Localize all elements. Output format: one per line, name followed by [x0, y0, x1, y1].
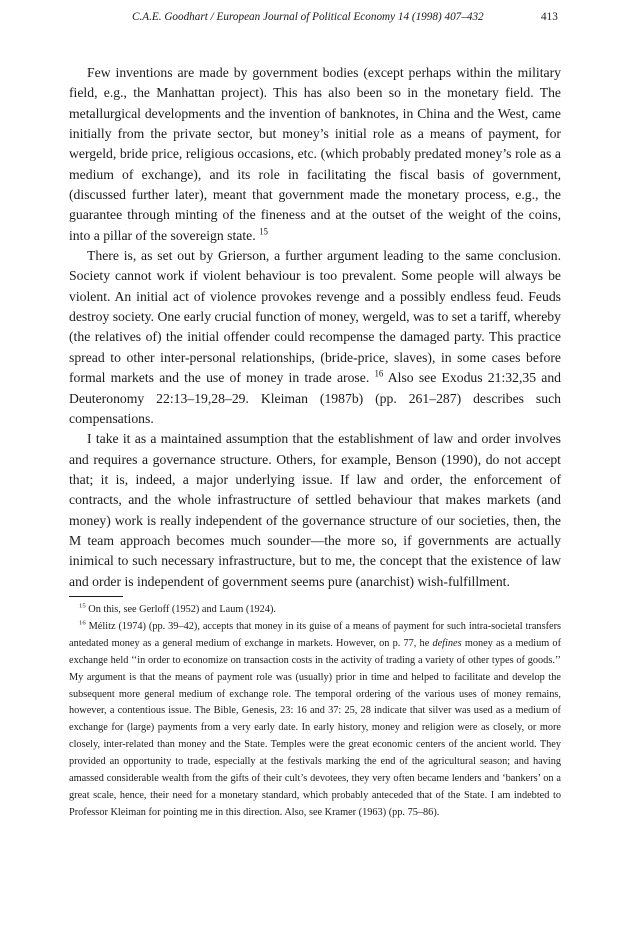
- footnote-16-emphasis: defines: [432, 637, 462, 649]
- footnote-16-text-a: Mélitz (1974) (pp. 39–42), accepts that money in its guise of a means of payment for such intra-societal transfers antedated money as a general medium of exchange in markets. However, on p. 77, he: [69, 620, 562, 649]
- paragraph-2: [69, 246, 561, 429]
- footnote-16: [69, 619, 561, 822]
- footnote-15: [69, 602, 561, 619]
- paragraph-3: [69, 429, 561, 592]
- footnote-ref-16: 16: [374, 368, 384, 379]
- footnote-rule: [69, 596, 123, 597]
- footnote-15-text: On this, see Gerloff (1952) and Laum (1924).: [88, 604, 276, 615]
- page-number: 413: [541, 11, 558, 23]
- footnotes: [69, 602, 561, 822]
- running-head: C.A.E. Goodhart / European Journal of Political Economy 14 (1998) 407–432: [132, 11, 484, 23]
- paragraph-1: [69, 63, 561, 246]
- footnote-16-number: 16: [79, 619, 86, 627]
- footnote-ref-15: 15: [259, 226, 268, 237]
- body-text: [69, 63, 561, 592]
- footnote-15-number: 15: [79, 602, 86, 610]
- paragraph-2-text-a: There is, as set out by Grierson, a further argument leading to the same conclusion. Society cannot work if violent behaviour is too prevalent. Some people will always be violent. An initial act of violence provokes revenge and a possibly endless feud. Feuds destroy society. One early crucial function of money, wergeld, was to set a tariff, whereby (the relatives of) the initial offender could recompense the damaged party. This practice spread to other inter-personal relationships, (bride-price, slaves), in some cases before formal markets and the use of money in trade arose.: [69, 248, 561, 386]
- footnote-16-text-b: money as a medium of exchange held ‘‘in order to economize on transaction costs in the activity of trading a variety of other types of goods.’’ My argument is that the means of payment role was (usually) prior in time and helped to facilitate and develop the subsequent more general medium of exchange role. The temporal ordering of the various uses of money remains, however, a contentious issue. The Bible, Genesis, 23: 16 and 37: 25, 28 indicate that silver was used as a medium of exchange for (large) payments from a very early date. In early history, money and religion were as closely, or more closely, inter-related than money and the State. Temples were the great economic centers of the ancient world. They provided an opportunity to trade, especially at the festivals marking the end of the agricultural season; and having amassed considerable wealth from the gifts of their cult’s devotees, they very often became lenders and ‘bankers’ on a great scale, hence, their need for a monetary standard, which probably anteceded that of the State. I am indebted to Professor Kleiman for pointing me in this direction. Also, see Kramer (1963) (pp. 75–86).: [69, 637, 562, 818]
- paragraph-2-text-b: Also see Exodus 21:32,35 and Deuteronomy 22:13–19,28–29. Kleiman (1987b) (pp. 261–287) describes such compensations.: [69, 370, 562, 426]
- paragraph-3-text: I take it as a maintained assumption that the establishment of law and order involves and requires a governance structure. Others, for example, Benson (1990), do not accept that; it is, indeed, a major underlying issue. If law and order, the enforcement of contracts, and the whole infrastructure of settled behaviour that makes markets (and money) work is really independent of the governance structure of our societies, then, the M team approach becomes much sounder—the more so, if governments are actually inimical to such necessary infrastructure, but to me, the concept that the existence of law and order is independent of government seems pure (anarchist) wish-fulfillment.: [69, 431, 561, 589]
- page-header: [0, 11, 638, 31]
- paragraph-1-text: Few inventions are made by government bodies (except perhaps within the military field, e.g., the Manhattan project). This has also been so in the monetary field. The metallurgical developments and the invention of banknotes, in China and the West, came initially from the private sector, but money’s initial role as a means of payment, for wergeld, bride price, religious occasions, etc. (which probably predated money’s role as a medium of exchange), and its role in facilitating the fiscal basis of government, (discussed further later), meant that government made the monetary process, e.g., the guarantee through minting of the fineness and at the outset of the weight of the coins, into a pillar of the sovereign state.: [69, 65, 561, 243]
